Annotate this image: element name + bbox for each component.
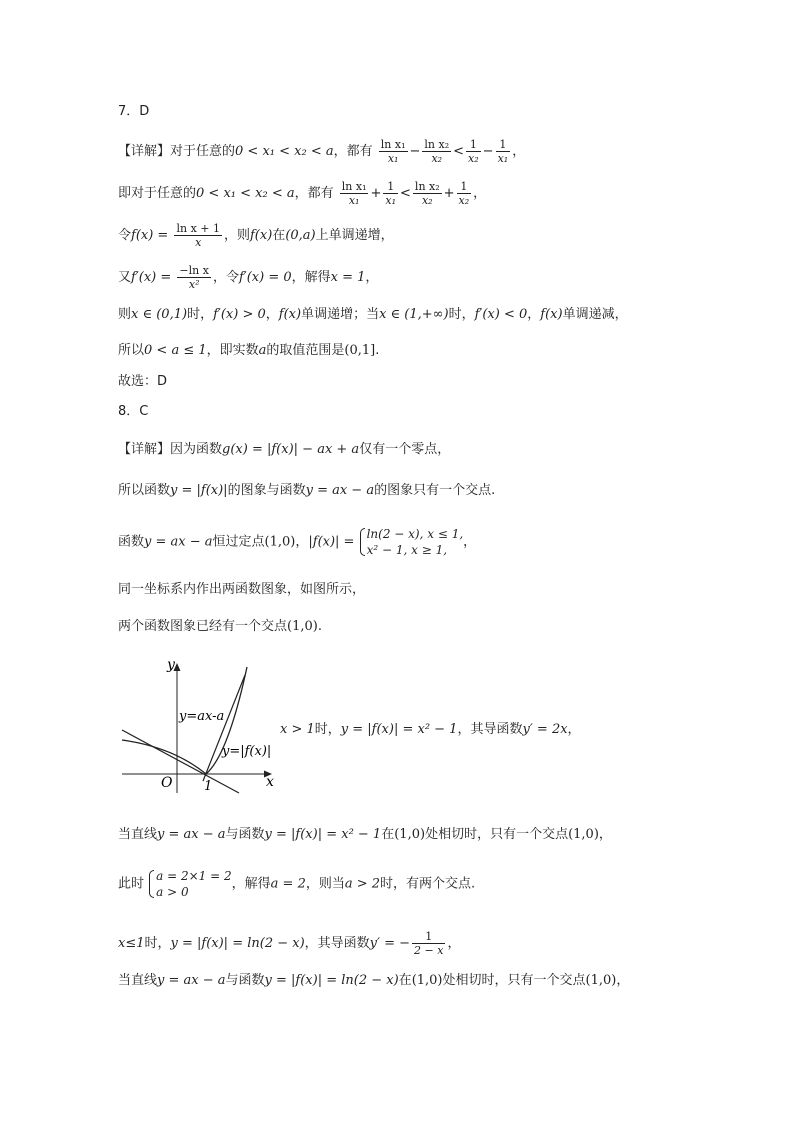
text: ，则: [223, 228, 250, 243]
detail-tag: 【详解】: [118, 144, 171, 159]
function-graph: [118, 655, 278, 795]
text: 即对于任意的: [118, 186, 197, 201]
origin-label: O: [161, 775, 173, 791]
numerator: 1: [496, 138, 511, 152]
numerator: −ln x: [179, 264, 209, 277]
fraction: [457, 180, 472, 207]
denominator: x₁: [387, 152, 399, 165]
formula: x ∈ (1,+∞): [379, 307, 449, 322]
numerator: 1: [457, 180, 472, 194]
text: ，都有: [333, 144, 373, 159]
denominator: x₁: [348, 194, 360, 207]
text: 所以函数: [118, 483, 171, 498]
q8-line-6: [118, 826, 612, 844]
text: 则: [118, 307, 132, 322]
fraction: [412, 930, 445, 957]
text: 的图象只有一个交点.: [374, 483, 496, 498]
fraction: [413, 180, 442, 207]
formula: (1,0): [287, 619, 318, 634]
text: ，: [473, 186, 487, 201]
formula: a > 2: [344, 876, 381, 892]
formula: g(x) = |f(x)| − ax + a: [222, 442, 360, 457]
text: ，解得: [231, 876, 271, 892]
q8-line-5: [118, 618, 322, 636]
formula: y = ax − a: [144, 534, 213, 550]
text: 与函数: [225, 973, 265, 988]
q8-line-9: [118, 972, 629, 990]
formula: f′(x) =: [131, 270, 172, 285]
detail-tag: 【详解】: [118, 442, 171, 457]
formula: (1,0): [411, 973, 443, 988]
formula: (1,0): [568, 827, 599, 842]
formula: (1,0): [585, 973, 617, 988]
numerator: 1: [466, 138, 481, 152]
denominator: x₂: [458, 194, 470, 207]
denominator: x²: [188, 278, 200, 291]
text: ，则当: [305, 876, 345, 892]
formula: y = |f(x)| = x² − 1: [264, 827, 382, 842]
formula: (0,a): [285, 228, 316, 243]
text: 当直线: [118, 827, 158, 842]
q8-line-4: 同一坐标系内作出两函数图象，如图所示，: [118, 582, 366, 597]
formula: y = ax − a: [157, 973, 226, 988]
text: ，令: [212, 270, 239, 285]
text: 上单调递增，: [315, 228, 394, 243]
text: 时，: [144, 936, 171, 951]
system-brace: [148, 868, 231, 900]
piecewise-brace: [359, 526, 464, 558]
q7-line-4: [118, 264, 378, 291]
formula: x ∈ (0,1): [131, 307, 188, 322]
text: 函数: [118, 534, 145, 550]
text: 此时: [118, 876, 145, 892]
denominator: x: [195, 236, 202, 249]
text: 在: [272, 228, 286, 243]
numerator: ln x₁: [380, 138, 406, 151]
text: ，: [616, 973, 630, 988]
q7-line-6: [118, 342, 379, 360]
one-label: 1: [204, 779, 213, 794]
denominator: x₂: [468, 152, 479, 165]
denominator: x₂: [431, 152, 443, 165]
text: .: [317, 619, 322, 634]
x-axis-label: x: [266, 774, 274, 790]
case-2: x² − 1, x ≥ 1,: [366, 543, 448, 557]
line-y-ax-a: [203, 675, 245, 781]
text: ，: [567, 722, 581, 737]
text: 在: [381, 827, 395, 842]
q8-number: 8．C: [118, 404, 149, 419]
formula: |f(x)| =: [308, 534, 355, 550]
text: 时，有两个交点.: [380, 876, 476, 892]
numerator: ln x + 1: [176, 222, 220, 235]
text: ，: [265, 307, 279, 322]
text: 仅有一个零点，: [359, 442, 451, 457]
text: 单调递增；当: [301, 307, 380, 322]
text: ，: [365, 270, 379, 285]
q7-answer: 故选：D: [118, 374, 168, 389]
formula: f(x): [278, 307, 302, 322]
fraction: [340, 180, 369, 207]
formula: f′(x) > 0: [213, 307, 266, 322]
formula: f(x) =: [131, 228, 169, 243]
q8-line-3: [118, 526, 476, 558]
denominator: 2 − x: [414, 944, 444, 957]
q8-line-2: [118, 482, 495, 500]
curve-label: y=|f(x)|: [222, 744, 272, 759]
text: 两个函数图象已经有一个交点: [118, 619, 288, 634]
text: 又: [118, 270, 132, 285]
q7-line-5: [118, 306, 628, 324]
q8-figure-side-text: [280, 721, 581, 739]
text: ，: [527, 307, 541, 322]
text: 时，: [187, 307, 214, 322]
formula: x = 1: [330, 270, 366, 285]
q7-line-2: 即对于任意的0 < x₁ < x₂ < a，都有 $\frac{\text{ln x₁}}{\text{x₁}}$ + $\frac{1}{\text{x₁}}$ < $\frac{\text{ln x₂}}{\text{x₂}}$ + $\frac{1}{\text{x₂}}$ ，: [118, 180, 487, 207]
formula: (1,0): [264, 534, 296, 550]
text: ，即实数: [206, 343, 259, 358]
case-1: ln(2 − x), x ≤ 1,: [366, 527, 464, 541]
text: 当直线: [118, 973, 158, 988]
numerator: ln x₁: [341, 180, 367, 193]
text: ，解得: [291, 270, 331, 285]
formula: 0 < x₁ < x₂ < a: [196, 186, 295, 201]
q7-number: 7．D: [118, 104, 150, 119]
formula: y′ = −: [369, 936, 411, 951]
formula: y = ax − a: [305, 483, 375, 498]
formula: x≤1: [118, 936, 145, 951]
text: 处相切时，只有一个交点: [425, 827, 569, 842]
formula: y = |f(x)|: [170, 483, 228, 498]
formula: f′(x) < 0: [474, 307, 528, 322]
text: 所以: [118, 343, 145, 358]
formula: y′ = 2x: [522, 722, 568, 737]
formula: a = 2: [270, 876, 306, 892]
text: .: [375, 343, 380, 358]
formula: (1,0): [394, 827, 426, 842]
text: 的图象与函数: [227, 483, 306, 498]
text: 在: [398, 973, 412, 988]
fraction: [496, 138, 511, 165]
formula: f′(x) = 0: [238, 270, 292, 285]
fraction: [177, 264, 211, 291]
formula: y = |f(x)| = ln(2 − x): [170, 936, 305, 951]
formula: 0 < x₁ < x₂ < a: [235, 144, 334, 159]
text: ，: [463, 534, 477, 550]
formula: f(x): [540, 307, 563, 322]
q7-line-1: 【详解】对于任意的0 < x₁ < x₂ < a，都有 $\frac{\text{ln x₁}}{\text{x₁}}$ − $\frac{\text{ln x₂}}{\text{x₂}}$ < $\frac{1}{\text{x₂}}$ − $\frac{1}{\text{x₁}}$ ，: [118, 138, 526, 165]
line-y-ax-a-lower: [122, 730, 239, 793]
formula: y = |f(x)| = x² − 1: [340, 722, 458, 737]
formula: 0 < a ≤ 1: [144, 343, 207, 358]
numerator: ln x₂: [414, 180, 440, 193]
formula: x > 1: [280, 722, 315, 737]
formula: y = |f(x)| = ln(2 − x): [264, 973, 399, 988]
numerator: 1: [383, 180, 398, 194]
text: 时，: [314, 722, 341, 737]
fraction: [466, 138, 481, 165]
y-axis-label: y: [167, 657, 175, 673]
case-1: a = 2×1 = 2: [156, 869, 232, 883]
text: ，: [512, 144, 526, 159]
text: ，其导函数: [457, 722, 523, 737]
fraction: [383, 180, 398, 207]
text: 因为函数: [170, 442, 223, 457]
q8-line-1: [118, 441, 450, 459]
formula: f(x): [250, 228, 273, 243]
q8-line-8: [118, 930, 460, 957]
text: 令: [118, 228, 132, 243]
numerator: 1: [412, 930, 445, 944]
fraction: [422, 138, 451, 165]
text: 单调递减，: [562, 307, 628, 322]
text: ，: [447, 936, 461, 951]
text: ，都有: [294, 186, 334, 201]
formula: y = ax − a: [157, 827, 226, 842]
formula: a: [258, 343, 267, 358]
text: 恒过定点: [212, 534, 265, 550]
q8-line-7: [118, 868, 475, 900]
case-2: a > 0: [156, 885, 189, 899]
denominator: x₁: [385, 194, 397, 207]
text: 与函数: [225, 827, 265, 842]
text: ，: [295, 534, 309, 550]
text: ，: [598, 827, 612, 842]
line-label: y=ax-a: [179, 709, 225, 724]
text: 处相切时，只有一个交点: [442, 973, 586, 988]
text: ，其导函数: [304, 936, 370, 951]
q7-line-3: [118, 222, 394, 249]
numerator: ln x₂: [424, 138, 450, 151]
text: 对于任意的: [170, 144, 236, 159]
text: 时，: [448, 307, 475, 322]
denominator: x₁: [497, 152, 509, 165]
fraction: [379, 138, 408, 165]
formula: (0,1]: [344, 343, 376, 358]
text: 的取值范围是: [266, 343, 345, 358]
fraction: [174, 222, 222, 249]
denominator: x₂: [421, 194, 433, 207]
